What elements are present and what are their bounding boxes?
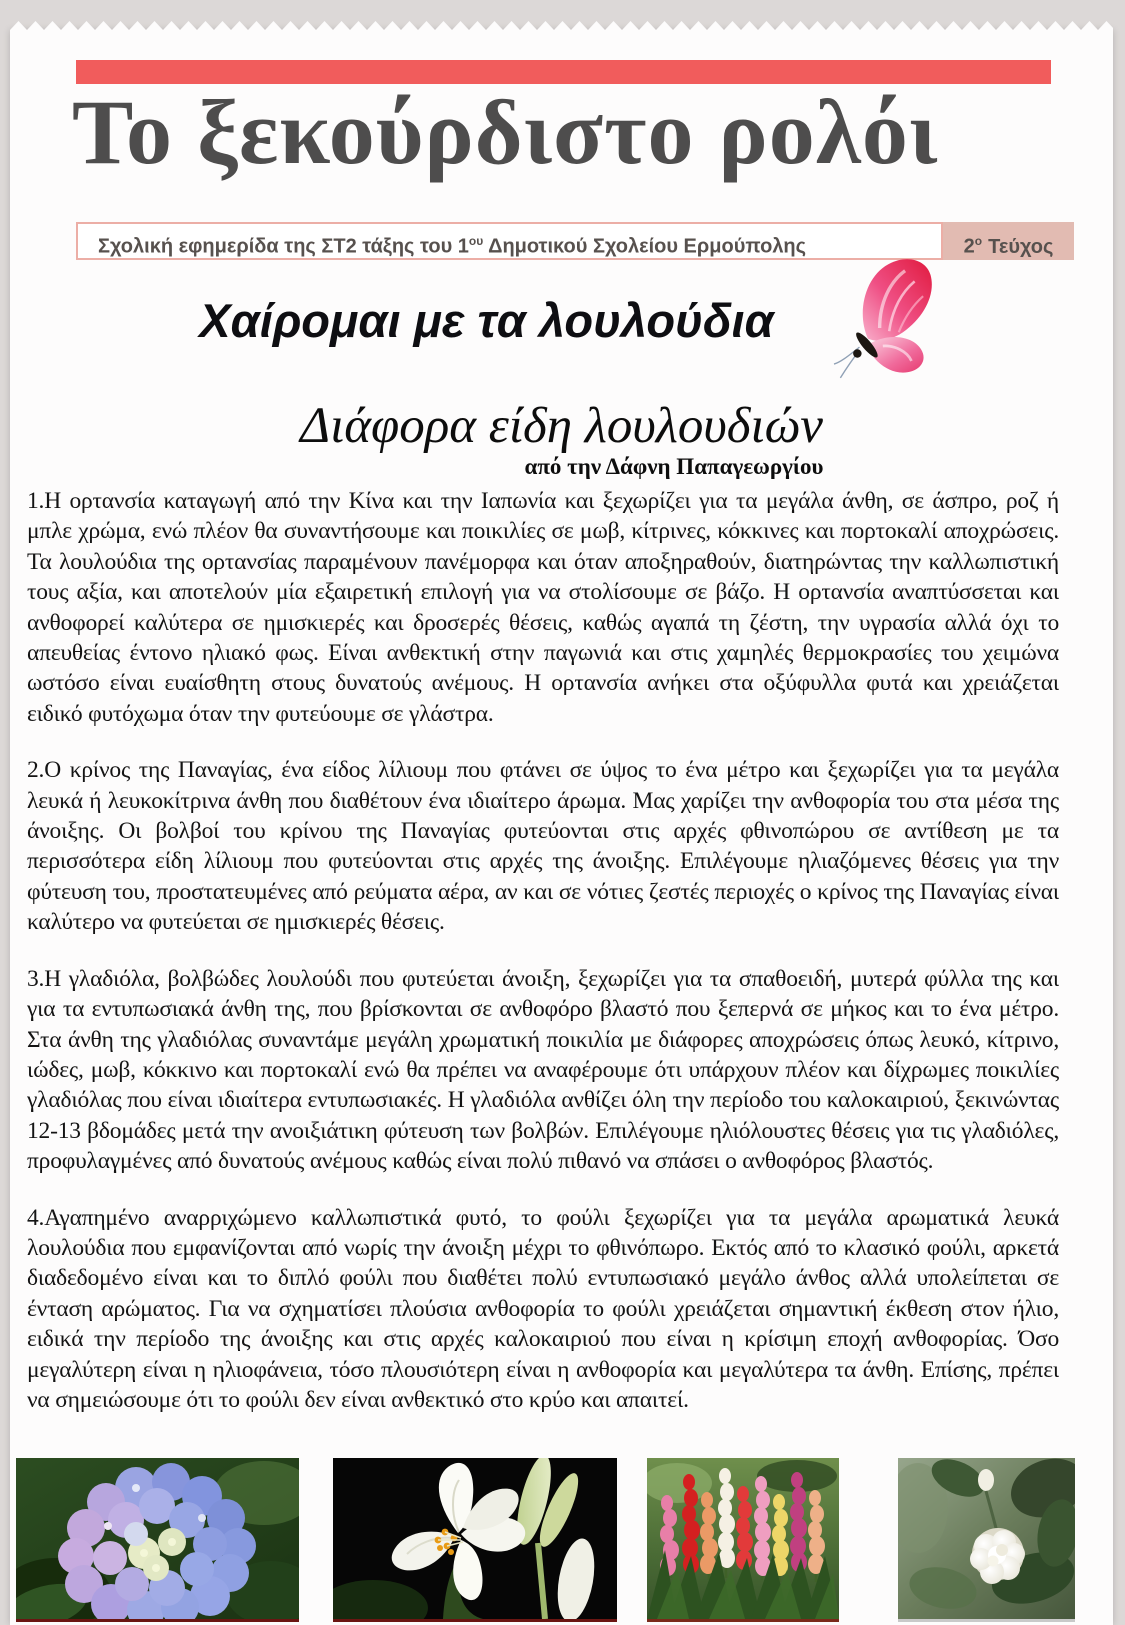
subtitle-superscript: ου xyxy=(468,234,484,248)
article-paragraph-jasmine: 4.Αγαπημένο αναρριχώμενο καλλωπιστικά φυτό, το φούλι ξεχωρίζει για τα μεγάλα αρωματικά λευκά λουλούδια που εμφανίζονται από νωρίς την άνοιξη μέχρι το φθινόπωρο. Εκτός από το κλασικό φούλι, αρκετά διαδεδομένο είναι και το διπλό φούλι που διαθέτει πολύ εντυπωσιακό μεγάλο άνθος αλλά υπολείπεται σε ένταση αρώματος. Για να σχηματίσει πλούσια ανθοφορία το φούλι χρειάζεται σημαντική έκθεση στον ήλιο, ειδικά την περίοδο της άνοιξης και στις αρχές καλοκαιριού που είναι η κρίσιμη εποχή ανθοφορίας. Όσο μεγαλύτερη είναι η ηλιοφάνεια, τόσο πλουσιότερη είναι η ανθοφορία και μεγαλύτερα τα άνθη. Επίσης, πρέπει να σημειώσουμε ότι το φούλι δεν είναι ανθεκτικό στο κρύο και απαιτεί. xyxy=(27,1204,1059,1413)
article-paragraph-hydrangea: 1.Η ορτανσία καταγωγή από την Κίνα και την Ιαπωνία και ξεχωρίζει για τα μεγάλα άνθη, σε άσπρο, ροζ ή μπλε χρώμα, ενώ πλέον θα συναντήσουμε και ποικιλίες σε μωβ, κίτρινες, κόκκινες και πορτοκαλί αποχρώσεις. Τα λουλούδια της ορτανσίας παραμένουν πανέμορφα και όταν αποξηραθούν, διατηρώντας την καλλωπιστική τους αξία, και αποτελούν μία εξαιρετική επιλογή για να στολίσουμε σε βάζο. Η ορτανσία αναπτύσσεται και ανθοφορεί καλύτερα σε ημισκιερές και δροσερές θέσεις, καθώς αγαπά τη ζέστη, την υγρασία αλλά όχι το απευθείας έντονο ηλιακό φως. Είναι ανθεκτική στην παγωνιά και στις χαμηλές θερμοκρασίες του χειμώνα ωστόσο είναι ευαίσθητη στους δυνατούς ανέμους. Η ορτανσία ανήκει στα οξύφυλλα φυτά και χρειάζεται ειδικό φυτόχωμα όταν την φυτεύουμε σε γλάστρα. xyxy=(27,488,1059,727)
butterfly-icon xyxy=(832,258,940,380)
subtitle-text: Σχολική εφημερίδα της ΣΤ2 τάξης του 1 xyxy=(98,235,469,258)
subtitle-text-rest: Δημοτικού Σχολείου Ερμούπολης xyxy=(483,235,807,258)
issue-badge xyxy=(943,222,1074,260)
torn-edge-decoration xyxy=(10,21,1113,30)
issue-word: Τεύχος xyxy=(988,235,1054,258)
article-paragraph-lily: 2.Ο κρίνος της Παναγίας, ένα είδος λίλιουμ που φτάνει σε ύψος το ένα μέτρο και ξεχωρίζει για τα μεγάλα λευκά ή λευκοκίτρινα άνθη που διαθέτουν ένα ιδιαίτερο άρωμα. Μας χαρίζει την ανθοφορία του στα μέσα της άνοιξης. Οι βολβοί του κρίνου της Παναγίας φυτεύονται στις αρχές φθινοπώρου σε αντίθεση με τα περισσότερα είδη λίλιουμ που φυτεύονται στις αρχές της άνοιξης. Επιλέγουμε ηλιαζόμενες θέσεις για την φύτευση του, προστατευμένες από ρεύματα αέρα, αν και σε νότιες ζεστές περιοχές ο κρίνος της Παναγίας είναι καλύτερο να φυτεύεται σε ημισκιερές θέσεις. xyxy=(27,757,1059,936)
article-paragraph-gladiolus: 3.Η γλαδιόλα, βολβώδες λουλούδι που φυτεύεται άνοιξη, ξεχωρίζει για τα σπαθοειδή, μυτερά φύλλα της και για τα εντυπωσιακά άνθη της, που βρίσκονται σε ανθοφόρο βλαστό που ξεπερνά σε μήκος και το ένα μέτρο. Στα άνθη της γλαδιόλας συναντάμε μεγάλη χρωματική ποικιλία με διάφορες αποχρώσεις όπως λευκό, κίτρινο, ιώδες, μωβ, κόκκινο και πορτοκαλί ενώ θα πρέπει να αναφέρουμε ότι υπάρχουν πλέον και δίχρωμες ποικιλίες γλαδιόλας που είναι ιδιαίτερα εντυπωσιακές. Η γλαδιόλα ανθίζει όλη την περίοδο του καλοκαιριού, ξεκινώντας 12-13 βδομάδες μετά την ανοιξιάτικη φύτευση των βολβών. Επιλέγουμε ηλιόλουστες θέσεις για τις γλαδιόλες, προφυλαγμένες από δυνατούς ανέμους καθώς είναι πολύ πιθανό να σπάσει ο ανθοφόρος βλαστός. xyxy=(27,965,1059,1175)
school-subtitle xyxy=(76,222,943,260)
section-heading xyxy=(10,290,1113,352)
article-title: Διάφορα είδη λουλουδιών xyxy=(300,398,823,454)
section-heading-rest: με τα λουλούδια xyxy=(400,294,774,347)
photo-row xyxy=(10,1458,1113,1625)
article-body xyxy=(27,486,1059,1454)
gladioli-photo xyxy=(647,1458,839,1622)
hydrangea-photo xyxy=(16,1458,299,1622)
issue-number: 2 xyxy=(963,235,975,258)
section-heading-bold: Χαίρομαι xyxy=(199,294,401,347)
masthead-banner xyxy=(76,222,1074,260)
issue-superscript: ο xyxy=(974,234,983,248)
jasmine-photo xyxy=(898,1458,1075,1622)
article-byline: από την Δάφνη Παπαγεωργίου xyxy=(524,454,824,479)
white-lily-photo xyxy=(333,1458,617,1622)
newspaper-title: Το ξεκούρδιστο ρολόι xyxy=(72,81,939,183)
